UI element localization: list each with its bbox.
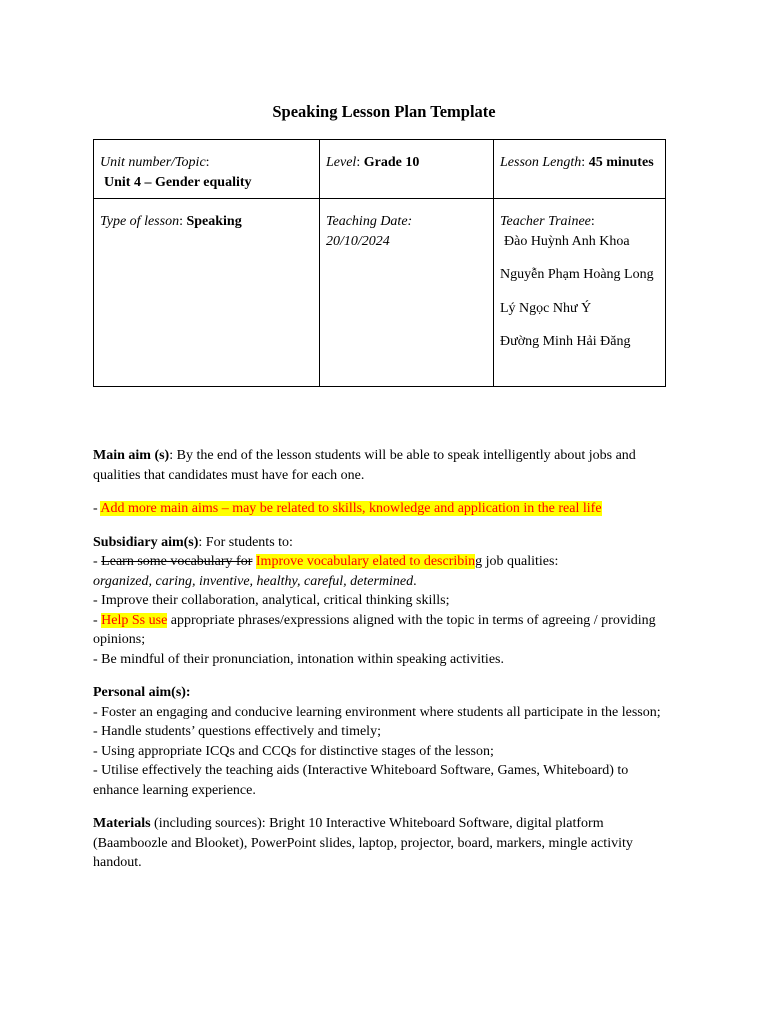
main-aim-text: : By the end of the lesson students will be able to speak intelligently about jobs and qualities that candidates must have for each one. (93, 448, 636, 483)
list-dash: - (93, 612, 102, 628)
personal-item: - Foster an engaging and conducive learning environment where students all participate in the lesson; (93, 704, 661, 720)
subsidiary-line1-tail: g job qualities: (475, 554, 559, 569)
main-aim-label: Main aim (s) (93, 448, 170, 463)
vocabulary-words: organized, caring, inventive, healthy, careful, determined (93, 573, 414, 589)
date-value: 20/10/2024 (326, 233, 390, 249)
personal-label: Personal aim(s): (93, 685, 191, 700)
subsidiary-label: Subsidiary aim(s) (93, 534, 199, 550)
level-value: Grade 10 (363, 155, 420, 170)
unit-value: Unit 4 – Gender equality (104, 174, 252, 190)
personal-item: - Using appropriate ICQs and CCQs for distinctive stages of the lesson; (93, 743, 494, 759)
main-aim-paragraph (93, 446, 675, 485)
type-value: Speaking (186, 214, 242, 229)
info-row-2 (94, 199, 666, 387)
document-body (93, 446, 675, 887)
date-label: Teaching Date: (326, 214, 413, 229)
subsidiary-line3-rest: appropriate phrases/expressions aligned with the topic in terms of agreeing / providing opinions; (93, 612, 656, 647)
trainee-name: Nguyễn Phạm Hoàng Long (500, 267, 654, 282)
level-cell: Level: Grade 10 (320, 140, 494, 199)
lesson-info-table (93, 139, 666, 387)
subsidiary-aims-paragraph (93, 533, 675, 670)
length-label: Lesson Length (500, 155, 582, 170)
length-value: 45 minutes (588, 155, 654, 170)
trainee-name: Đào Huỳnh Anh Khoa (504, 233, 630, 249)
highlighted-edit: Help Ss use (101, 612, 168, 628)
type-cell: Type of lesson: Speaking (94, 199, 320, 387)
comment-dash: - (93, 501, 101, 516)
level-label: Level (326, 155, 357, 170)
length-cell: Lesson Length: 45 minutes (494, 140, 666, 199)
unit-cell: Unit number/Topic: Unit 4 – Gender equality (94, 140, 320, 199)
materials-label: Materials (93, 816, 151, 831)
info-row-1 (94, 140, 666, 199)
subsidiary-item: - Be mindful of their pronunciation, intonation within speaking activities. (93, 651, 504, 667)
personal-item: - Handle students’ questions effectively and timely; (93, 724, 381, 739)
personal-item: - Utilise effectively the teaching aids (Interactive Whiteboard Software, Games, Whiteboard) to enhance learning experience. (93, 763, 629, 798)
trainee-name: Lý Ngọc Như Ý (500, 300, 592, 316)
document-title: Speaking Lesson Plan Template (272, 102, 496, 121)
subsidiary-item: - Improve their collaboration, analytical, critical thinking skills; (93, 593, 450, 608)
struck-text: Learn some vocabulary for (101, 554, 253, 569)
unit-label: Unit number/Topic (100, 155, 206, 170)
type-label: Type of lesson (100, 214, 180, 229)
period-text: . (413, 573, 417, 589)
materials-text: (including sources): Bright 10 Interactive Whiteboard Software, digital platform (Baamboozle and Blooket), PowerPoint slides, laptop, projector, board, markers, mingle activity handout. (93, 816, 633, 870)
trainee-cell: Teacher Trainee: Đào Huỳnh Anh Khoa Nguyễn Phạm Hoàng Long Lý Ngọc Như Ý Đường Minh Hải Đăng (494, 199, 666, 387)
main-aim-comment (93, 499, 675, 519)
personal-aims-paragraph (93, 683, 675, 800)
list-dash: - (93, 554, 102, 569)
trainee-name: Đường Minh Hải Đăng (500, 334, 631, 349)
highlighted-edit: Improve vocabulary elated to describin (255, 554, 476, 569)
materials-paragraph (93, 814, 675, 873)
subsidiary-intro: : For students to: (198, 534, 293, 550)
main-aim-comment-text: Add more main aims – may be related to skills, knowledge and application in the real life (100, 501, 602, 516)
trainee-label: Teacher Trainee (500, 214, 591, 229)
date-cell (320, 199, 494, 387)
